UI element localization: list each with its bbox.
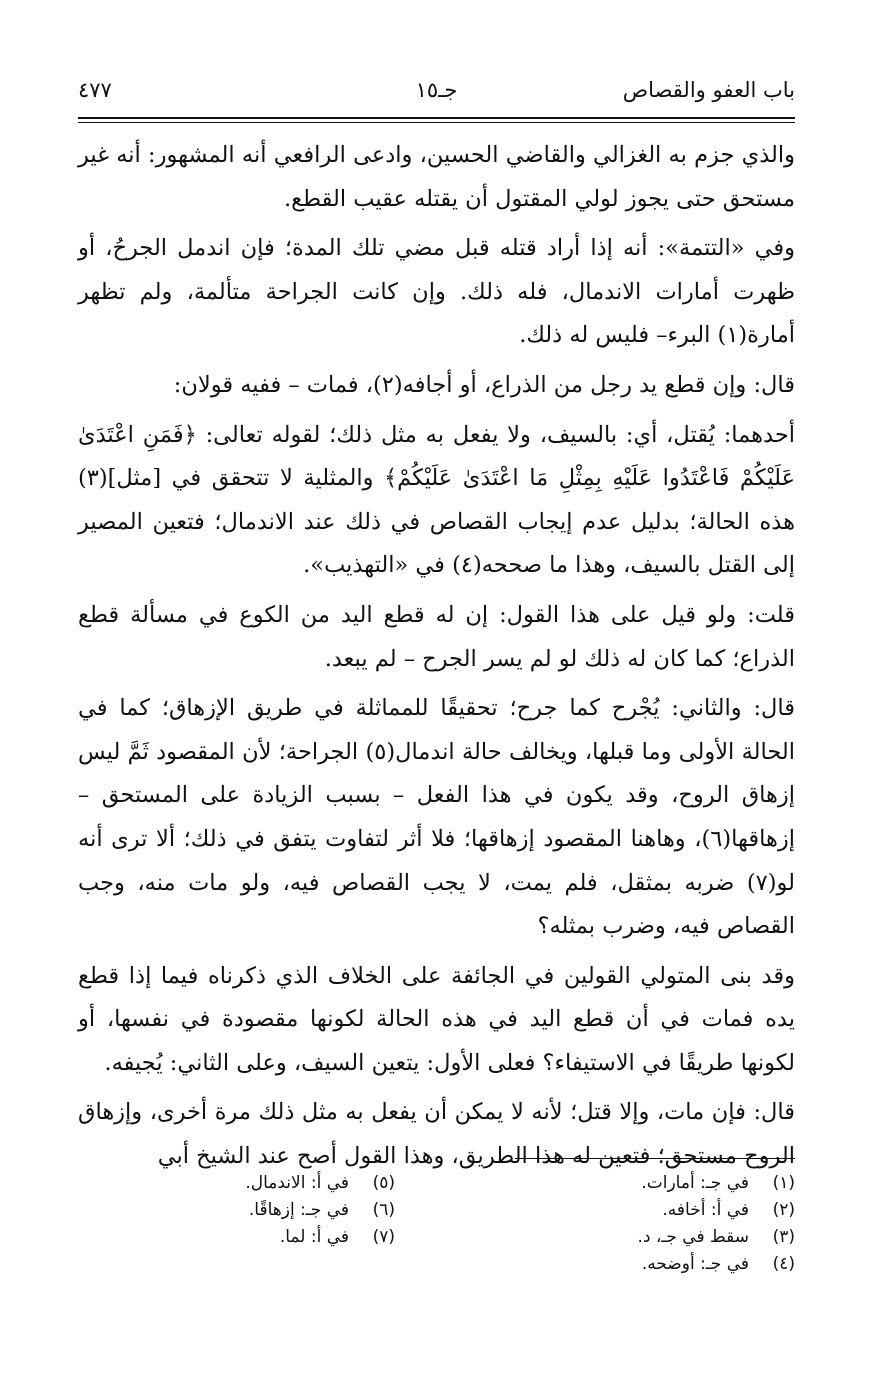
header-rule-thin xyxy=(78,122,795,123)
footnote-number: (٦) xyxy=(372,1200,395,1220)
footnote-text: في جـ: إزهاقًا. xyxy=(248,1200,349,1220)
paragraph: قال: وإن قطع يد رجل من الذراع، أو أجافه(٢)، فمات – ففيه قولان: xyxy=(173,371,795,398)
paragraph: قال: فإن مات، وإلا قتل؛ لأنه لا يمكن أن يفعل به مثل ذلك مرة أخرى، وإزهاق الروح مستحق؛ فتعين له هذا الطريق، وهذا القول أصح عند الشيخ أبي xyxy=(78,1099,795,1170)
footnote-text: في أ: لما. xyxy=(279,1227,349,1247)
chapter-title: باب العفو والقصاص xyxy=(622,78,795,102)
footnote-text: في أ: أخافه. xyxy=(662,1200,749,1220)
footnote-item xyxy=(465,1224,795,1251)
footnote-number: (٣) xyxy=(772,1227,795,1247)
paragraph: قال: والثاني: يُجْرح كما جرح؛ تحقيقًا للمماثلة في طريق الإزهاق؛ كما في الحالة الأولى وما قبلها، ويخالف حالة اندمال(٥) الجراحة؛ لأن المقصود ثَمَّ ليس إزهاق الروح، وقد يكون في هذا الفعل – بسبب الزيادة على المستحق – إزهاقها(٦)، وهاهنا المقصود إزهاقها؛ فلا أثر لتفاوت يتفق في ذلك؛ ألا ترى أنه لو(٧) ضربه بمثقل، فلم يمت، لا يجب القصاص فيه، ولو مات منه، وجب القصاص فيه، وضرب بمثله؟ xyxy=(78,695,795,940)
footnote-item xyxy=(465,1170,795,1197)
footnote-item xyxy=(65,1197,395,1224)
footnote-item xyxy=(465,1251,795,1278)
footnote-number: (٥) xyxy=(372,1173,395,1193)
footnote-column-right xyxy=(465,1170,795,1278)
page-number: ٤٧٧ xyxy=(78,78,112,102)
paragraph: أحدهما: يُقتل، أي: بالسيف، ولا يفعل به مثل ذلك؛ لقوله تعالى: ﴿فَمَنِ اعْتَدَىٰ عَلَيْكُمْ فَاعْتَدُوا عَلَيْهِ بِمِثْلِ مَا اعْتَدَىٰ عَلَيْكُمْ﴾ والمثلية لا تتحقق في [مثل](٣) هذه الحالة؛ بدليل عدم إيجاب القصاص في ذلك عند الاندمال؛ فتعين المصير إلى القتل بالسيف، وهذا ما صححه(٤) في «التهذيب». xyxy=(78,421,795,579)
paragraph: قلت: ولو قيل على هذا القول: إن له قطع اليد من الكوع في مسألة قطع الذراع؛ كما كان له ذلك لو لم يسر الجرح – لم يبعد. xyxy=(78,601,795,672)
paragraph: وقد بنى المتولي القولين في الجائفة على الخلاف الذي ذكرناه فيما إذا قطع يده فمات في أن قطع اليد في هذه الحالة لكونها مقصودة في نفسها، أو لكونها طريقًا في الاستيفاء؟ فعلى الأول: يتعين السيف، وعلى الثاني: يُجيفه. xyxy=(78,962,795,1076)
footnote-text: في أ: الاندمال. xyxy=(245,1173,349,1193)
footnote-number: (٧) xyxy=(372,1227,395,1247)
volume-label: جـ١٥ xyxy=(415,78,458,102)
footnote-item xyxy=(65,1170,395,1197)
footnote-text: في جـ: أوضحه. xyxy=(641,1254,749,1274)
main-text xyxy=(78,134,795,1185)
paragraph: والذي جزم به الغزالي والقاضي الحسين، وادعى الرافعي أنه المشهور: أنه غير مستحق حتى يجوز لولي المقتول أن يقتله عقيب القطع. xyxy=(78,142,795,212)
paragraph: وفي «التتمة»: أنه إذا أراد قتله قبل مضي تلك المدة؛ فإن اندمل الجرحُ، أو ظهرت أمارات الاندمال، فله ذلك. وإن كانت الجراحة متألمة، ولم تظهر أمارة(١) البرء– فليس له ذلك. xyxy=(78,235,795,349)
running-header xyxy=(78,78,795,112)
footnote-number: (١) xyxy=(772,1173,795,1193)
footnote-number: (٢) xyxy=(772,1200,795,1220)
footnote-text: سقط في جـ، د. xyxy=(637,1227,749,1247)
footnote-item xyxy=(65,1224,395,1251)
header-rule-thick xyxy=(78,117,795,119)
footnote-number: (٤) xyxy=(772,1254,795,1274)
footnote-item xyxy=(465,1197,795,1224)
footnote-column-left xyxy=(65,1170,395,1251)
footnote-divider xyxy=(515,1158,795,1159)
footnote-text: في جـ: أمارات. xyxy=(641,1173,749,1193)
